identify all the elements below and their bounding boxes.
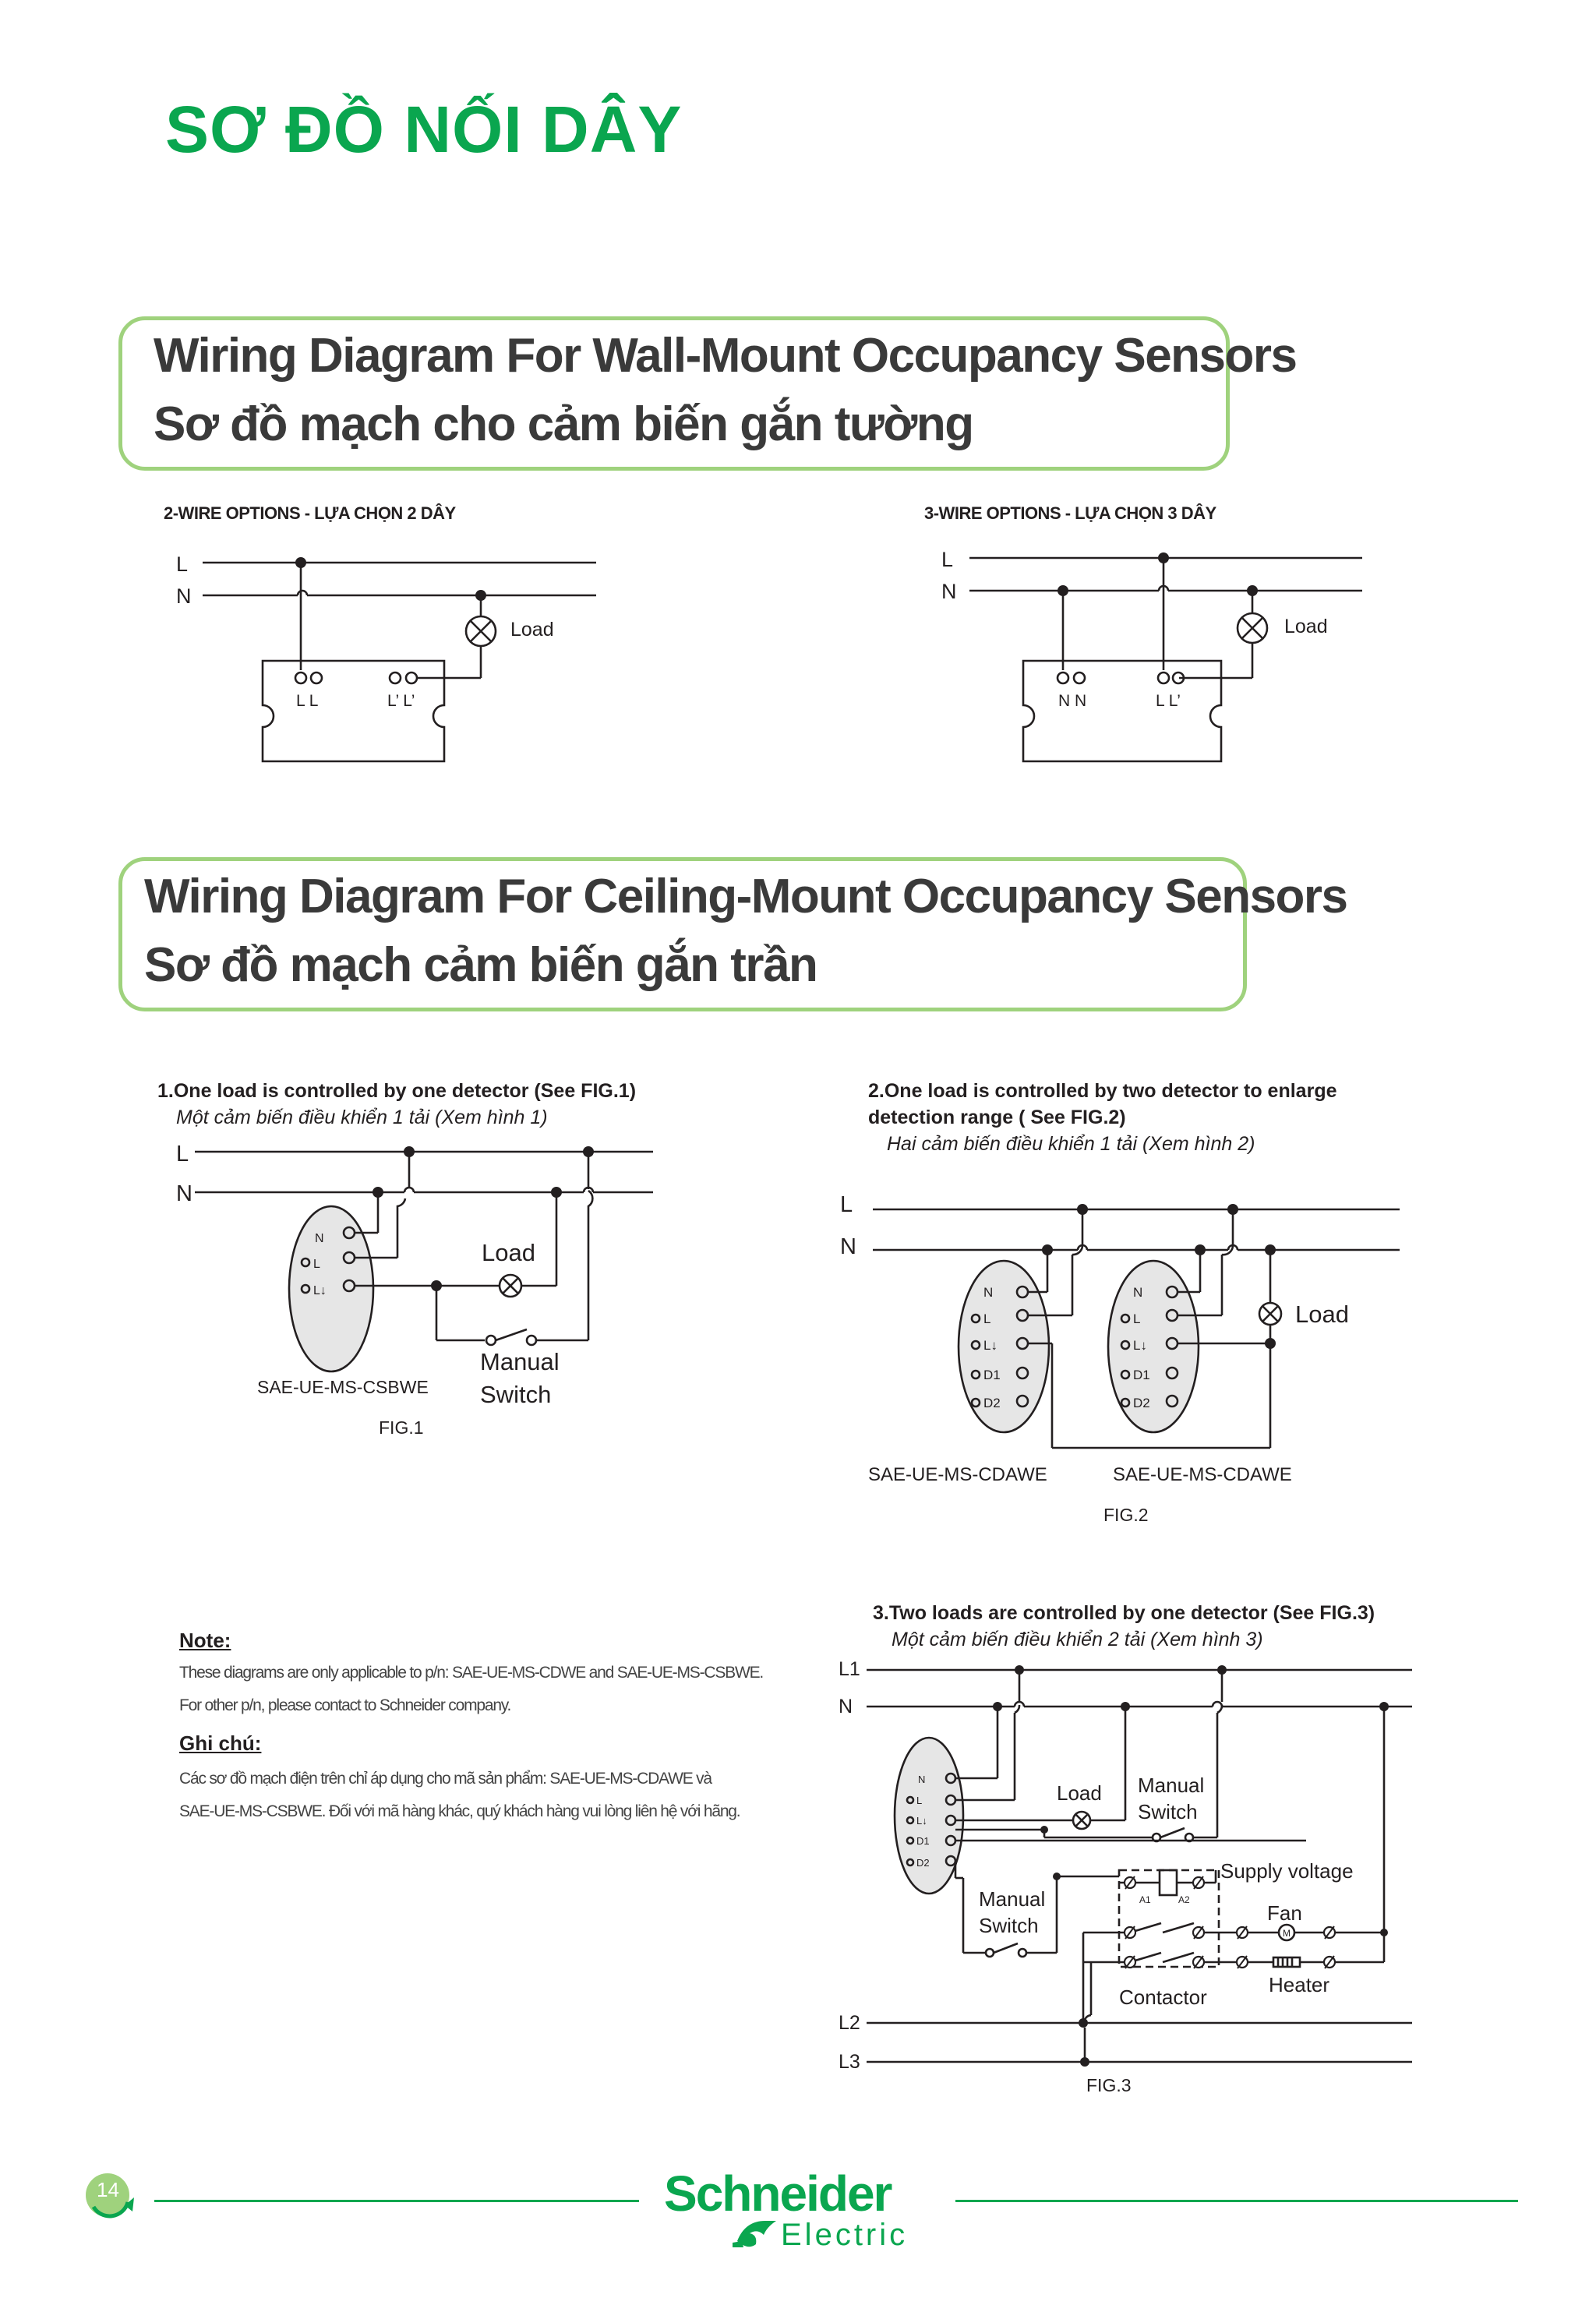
fig1-caption: FIG.1 <box>379 1417 424 1438</box>
fig2-model-1: SAE-UE-MS-CDAWE <box>868 1464 1047 1485</box>
note-text-vi-1: Các sơ đồ mạch điện trên chỉ áp dụng cho mã sản phẩm: SAE-UE-MS-CDAWE và <box>179 1770 711 1788</box>
fig2-s2-d2: D2 <box>1133 1396 1150 1410</box>
fig3-switch-b-2: Switch <box>979 1914 1039 1937</box>
fig2-s2-l: L <box>1133 1311 1141 1326</box>
fig3-a1: A1 <box>1139 1894 1151 1905</box>
fig3-caption: FIG.3 <box>1086 2075 1132 2095</box>
fig2-s2-d1: D1 <box>1133 1368 1150 1382</box>
three-wire-term-left: N N <box>1058 692 1087 710</box>
three-wire-term-right: L L’ <box>1156 692 1181 710</box>
two-wire-n: N <box>176 584 192 608</box>
fig1-load: Load <box>482 1239 535 1266</box>
fig2-heading-1: 2.One load is controlled by two detector to enlarge <box>868 1080 1337 1102</box>
note-text-en-2: For other p/n, please contact to Schneider company. <box>179 1696 511 1714</box>
fig2-s2-ld: L↓ <box>1133 1338 1147 1353</box>
brand-logo-schneider: Schneider <box>664 2166 892 2222</box>
fig3-switch-a-1: Manual <box>1138 1774 1205 1797</box>
three-wire-load: Load <box>1284 616 1328 637</box>
fig2-l: L <box>840 1192 853 1217</box>
fig1-term-n: N <box>315 1232 324 1245</box>
fig2-heading-2: detection range ( See FIG.2) <box>868 1107 1126 1128</box>
fig3-term-l: L <box>916 1795 923 1806</box>
fig3-motor: M <box>1283 1928 1291 1939</box>
fig2-model-2: SAE-UE-MS-CDAWE <box>1113 1464 1292 1485</box>
two-wire-term-right: L’ L’ <box>387 692 415 710</box>
note-heading-vi: Ghi chú: <box>179 1731 262 1755</box>
two-wire-load: Load <box>510 619 554 641</box>
fig2-s2-n: N <box>1133 1285 1143 1300</box>
fig1-switch-2: Switch <box>480 1381 552 1408</box>
fig2-caption: FIG.2 <box>1103 1505 1149 1525</box>
fig2-n: N <box>840 1234 856 1259</box>
brand-logo-electric: Electric <box>781 2218 909 2252</box>
fig1-term-l: L <box>313 1258 320 1271</box>
fig3-term-d2: D2 <box>916 1857 930 1869</box>
fig3-heading: 3.Two loads are controlled by one detector (See FIG.3) <box>873 1602 1375 1624</box>
fig2-s1-n: N <box>983 1285 994 1300</box>
fig3-switch-a-2: Switch <box>1138 1800 1198 1823</box>
fig1-switch-1: Manual <box>480 1348 560 1375</box>
fig3-heater: Heater <box>1269 1973 1330 1996</box>
note-text-vi-2: SAE-UE-MS-CSBWE. Đối với mã hàng khác, quý khách hàng vui lòng liên hệ với hãng. <box>179 1802 740 1820</box>
fig3-l2: L2 <box>839 2012 860 2034</box>
two-wire-label: 2-WIRE OPTIONS - LỰA CHỌN 2 DÂY <box>164 503 456 523</box>
fig3-term-n: N <box>918 1774 926 1785</box>
fig3-subheading: Một cảm biến điều khiển 2 tải (Xem hình 3) <box>892 1629 1263 1650</box>
wall-title-en: Wiring Diagram For Wall-Mount Occupancy Sensors <box>154 329 1297 383</box>
fig3-a2: A2 <box>1178 1894 1190 1905</box>
three-wire-n: N <box>941 580 957 603</box>
wall-title-vi: Sơ đồ mạch cho cảm biến gắn tường <box>154 397 973 451</box>
fig1-term-ld: L↓ <box>313 1284 327 1297</box>
ceiling-title-vi: Sơ đồ mạch cảm biến gắn trần <box>144 938 817 992</box>
fig2-s1-l: L <box>983 1311 991 1326</box>
two-wire-term-left: L L <box>296 692 319 710</box>
fig3-n: N <box>839 1696 853 1717</box>
note-heading-en: Note: <box>179 1629 231 1652</box>
fig2-subheading: Hai cảm biến điều khiển 1 tải (Xem hình 2) <box>887 1133 1255 1155</box>
page-title: SƠ ĐỒ NỐI DÂY <box>165 93 683 166</box>
fig3-term-ld: L↓ <box>916 1815 927 1827</box>
two-wire-l: L <box>176 552 189 576</box>
fig3-l1: L1 <box>839 1658 860 1680</box>
fig2-s1-ld: L↓ <box>983 1338 998 1353</box>
three-wire-l: L <box>941 548 954 571</box>
fig3-contactor: Contactor <box>1119 1986 1207 2009</box>
fig3-fan: Fan <box>1267 1901 1302 1925</box>
fig3-load: Load <box>1057 1781 1102 1805</box>
three-wire-label: 3-WIRE OPTIONS - LỰA CHỌN 3 DÂY <box>924 503 1216 523</box>
fig1-subheading: Một cảm biến điều khiển 1 tải (Xem hình 1) <box>176 1107 548 1128</box>
fig3-term-d1: D1 <box>916 1835 930 1847</box>
fig2-s1-d1: D1 <box>983 1368 1001 1382</box>
fig1-l: L <box>176 1142 189 1167</box>
note-text-en-1: These diagrams are only applicable to p/n: SAE-UE-MS-CDWE and SAE-UE-MS-CSBWE. <box>179 1664 764 1682</box>
fig3-switch-b-1: Manual <box>979 1887 1046 1911</box>
fig2-s1-d2: D2 <box>983 1396 1001 1410</box>
fig3-supply: Supply voltage <box>1220 1859 1354 1883</box>
fig1-heading: 1.One load is controlled by one detector (See FIG.1) <box>157 1080 637 1102</box>
fig1-n: N <box>176 1181 192 1206</box>
fig2-load: Load <box>1295 1301 1349 1328</box>
ceiling-title-en: Wiring Diagram For Ceiling-Mount Occupancy Sensors <box>144 870 1347 923</box>
fig1-model: SAE-UE-MS-CSBWE <box>257 1377 429 1397</box>
fig3-l3: L3 <box>839 2051 860 2073</box>
page-number: 14 <box>97 2178 119 2201</box>
